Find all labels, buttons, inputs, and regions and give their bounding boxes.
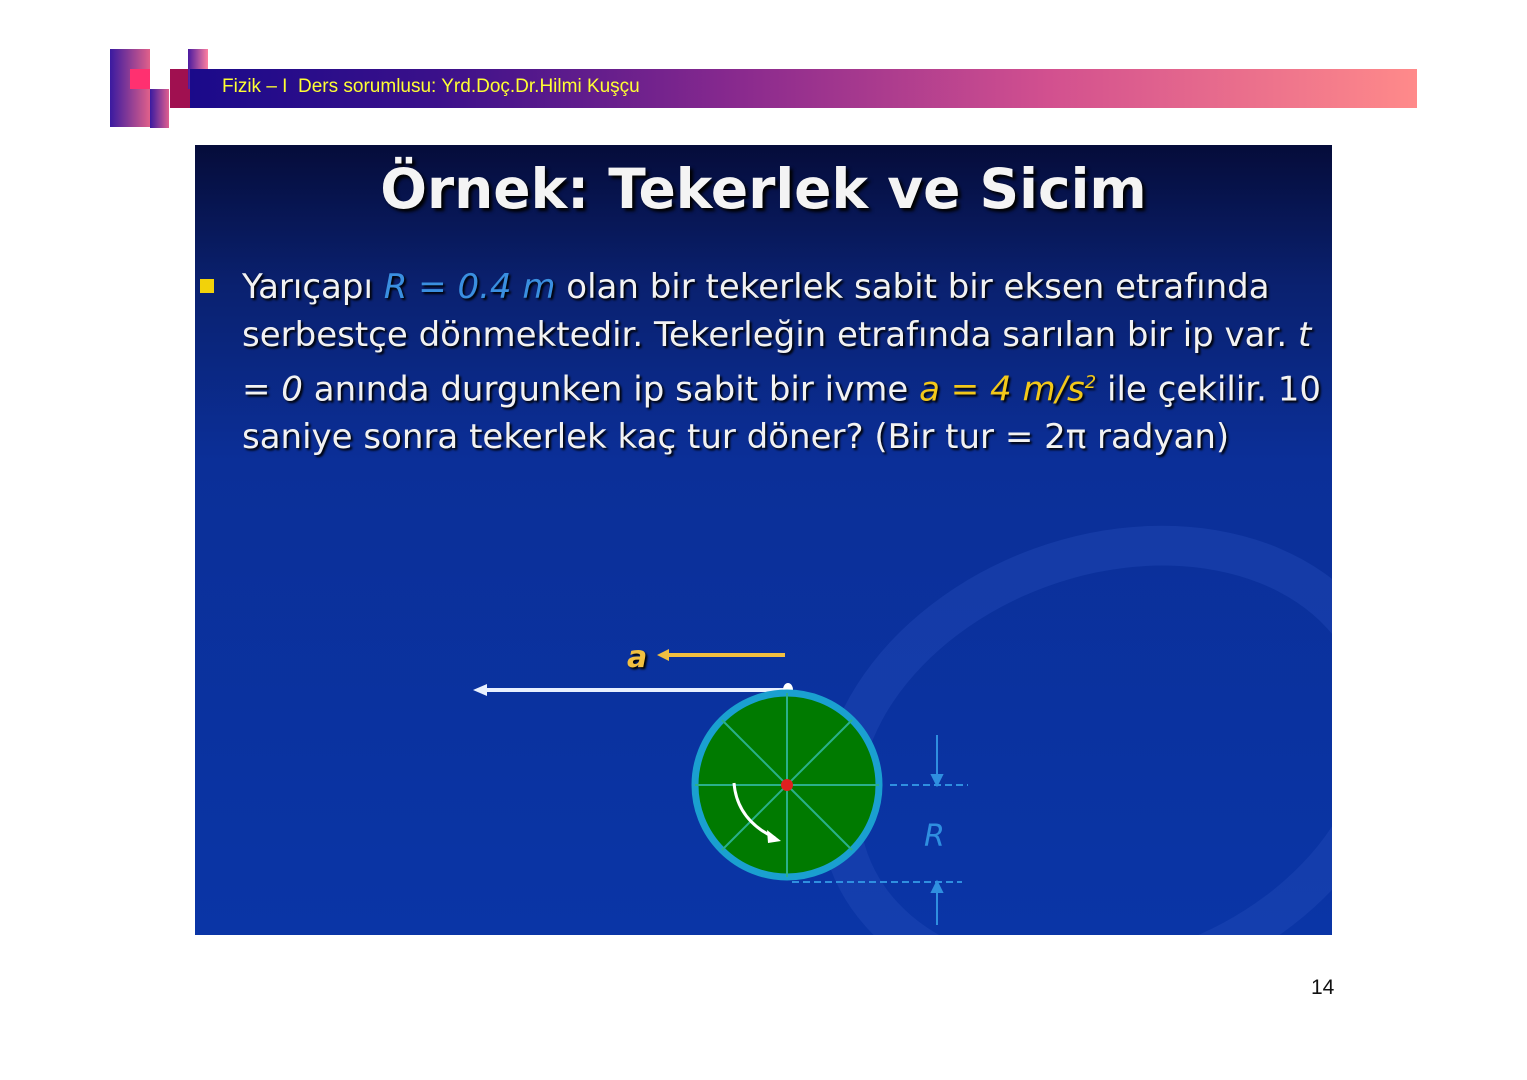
radius-label: R <box>924 819 945 854</box>
radius-value: R = 0.4 m <box>383 267 556 307</box>
accel-label: a <box>627 640 648 675</box>
page-number: 14 <box>1311 976 1335 999</box>
accel-exponent: 2 <box>1084 372 1097 393</box>
wheel-diagram <box>195 145 1332 935</box>
header-text: Fizik – I Ders sorumlusu: Yrd.Doç.Dr.Hilmi Kuşçu <box>222 76 640 97</box>
string-arrow <box>473 683 793 697</box>
text-segment: anında durgunken ip sabit bir ivme <box>302 369 920 410</box>
wheel <box>695 693 879 877</box>
time-value: t = 0 <box>242 315 1312 410</box>
accel-arrow <box>657 649 785 661</box>
text-segment: ile çekilir. 10 saniye sonra tekerlek kaç tur döner? (Bir tur = 2π radyan) <box>242 369 1322 458</box>
text-segment: Yarıçapı <box>242 267 384 307</box>
slide-image <box>195 145 1332 935</box>
accel-value: = 4 m/s <box>950 369 1085 410</box>
slide-title: Örnek: Tekerlek ve Sicim <box>380 157 1147 221</box>
text-segment: olan bir tekerlek sabit bir eksen etrafında serbestçe dönmektedir. Tekerleğin etrafında sarılan bir ip var. <box>242 267 1298 355</box>
accel-symbol: a <box>919 369 940 410</box>
